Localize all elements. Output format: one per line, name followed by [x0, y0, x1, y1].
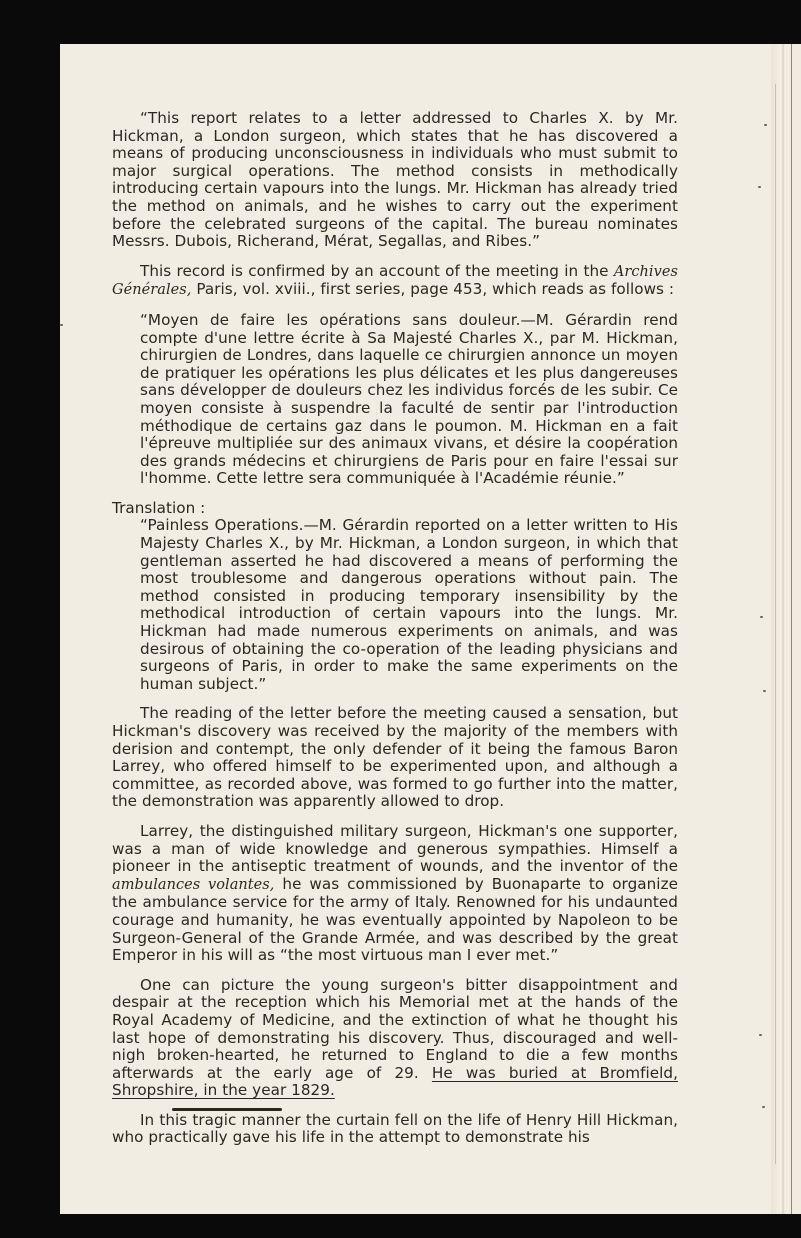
paper-speck — [758, 186, 761, 188]
page-crease-inner — [775, 84, 776, 1164]
paragraph-tragic-manner: In this tragic manner the curtain fell on the life of Henry Hill Hickman, who practically gave his life in the attempt to demonstrate his — [112, 1110, 678, 1147]
paragraph-french-quote: “Moyen de faire les opérations sans douleur.—M. Gérardin rend compte d'une lettre écrite à Sa Majesté Charles X., par M. Hickman, chirurgien de Londres, dans laquelle ce chirurgien annonce un moyen de pratiquer les opérations les plus délicates et les plus dangereuses sans développer de douleurs chez les individus forcés de les subir. Ce moyen consiste à suspendre la faculté de sentir par l'introduction méthodique de certains gaz dans le poumon. M. Hickman en a fait l'épreuve multipliée sur des animaux vivans, et désire la coopération des grands médecins et chirurgiens de Paris pour en faire l'essai sur l'homme. Cette lettre sera communiquée à l'Académie réunie.” — [140, 310, 678, 488]
paragraph-record-confirmed — [112, 263, 678, 300]
text-span: Paris, vol. xviii., first series, page 453, which reads as follows : — [191, 280, 675, 299]
paragraph-disappointment — [112, 977, 678, 1100]
paper-speck — [762, 1106, 765, 1108]
text-span: One can picture the young surgeon's bitter disappointment and despair at the reception which his Memorial met at the hands of the Royal Academy of Medicine, and the extinction of what he thought his last hope of demonstrating his discovery. Thus, discouraged and well-nigh broken-hearted, he returned to England to die a few months afterwards at the early age of 29. — [112, 975, 678, 1082]
text-span: he was commissioned by Buonaparte to organize the ambulance service for the army of Italy. Renowned for his undaunted courage and humanity, he was eventually appointed by Napoleon to be Surgeon-General of the Grande Armée, and was described by the great Emperor in his will as “the most virtuous man I ever met.” — [112, 874, 678, 965]
paragraph-reading-of-letter: The reading of the letter before the meeting caused a sensation, but Hickman's discovery was received by the majority of the members with derision and contempt, the only defender of it being the famous Baron Larrey, who offered himself to be experimented upon, and although a committee, as recorded above, was formed to go further into the matter, the demonstration was apparently allowed to drop. — [112, 704, 678, 811]
paper-speck — [763, 690, 766, 692]
italic-term: ambulances volantes, — [112, 876, 275, 893]
body-text — [112, 110, 678, 1147]
paragraph-report-quote: “This report relates to a letter addressed to Charles X. by Mr. Hickman, a London surgeon, which states that he has discovered a means of producing unconsciousness in individuals who must submit to major surgical operations. The method consists in methodically introducing certain vapours into the lungs. Mr. Hickman has already tried the method on animals, and he wishes to carry out the experiment before the celebrated surgeons of the capital. The bureau nominates Messrs. Dubois, Richerand, Mérat, Segallas, and Ribes.” — [112, 109, 678, 251]
ink-underline-mark — [172, 1108, 282, 1111]
paragraph-translation-quote: “Painless Operations.—M. Gérardin reported on a letter written to His Majesty Charles X., by Mr. Hickman, a London surgeon, in which that gentleman asserted he had discovered a means of performing the most troublesome and dangerous operations without pain. The method consisted in producing temporary insensibility by the methodical introduction of certain vapours into the lungs. Mr. Hickman had made numerous experiments on animals, and was desirous of obtaining the co-operation of the leading physicians and surgeons of Paris, in order to make the same experiments on the human subject.” — [140, 516, 678, 693]
page-crease — [791, 44, 792, 1214]
text-span: This record is confirmed by an account of the meeting in the — [140, 261, 614, 280]
paper-speck — [759, 1034, 762, 1036]
translation-heading: Translation : — [112, 498, 206, 517]
paper-speck — [60, 324, 63, 326]
paper-speck — [760, 616, 763, 618]
page-edge — [771, 44, 801, 1214]
underlined-burial-note: He was buried at Bromfield, Shropshire, in the year 1829. — [112, 1063, 678, 1100]
text-span: Larrey, the distinguished military surgeon, Hickman's one supporter, was a man of wide knowledge and generous sympathies. Himself a pioneer in the antiseptic treatment of wounds, and the inventor of the — [112, 821, 678, 876]
paragraph-larrey — [112, 823, 678, 965]
italic-title: Archives Générales, — [112, 263, 678, 299]
paper-speck — [764, 124, 767, 126]
